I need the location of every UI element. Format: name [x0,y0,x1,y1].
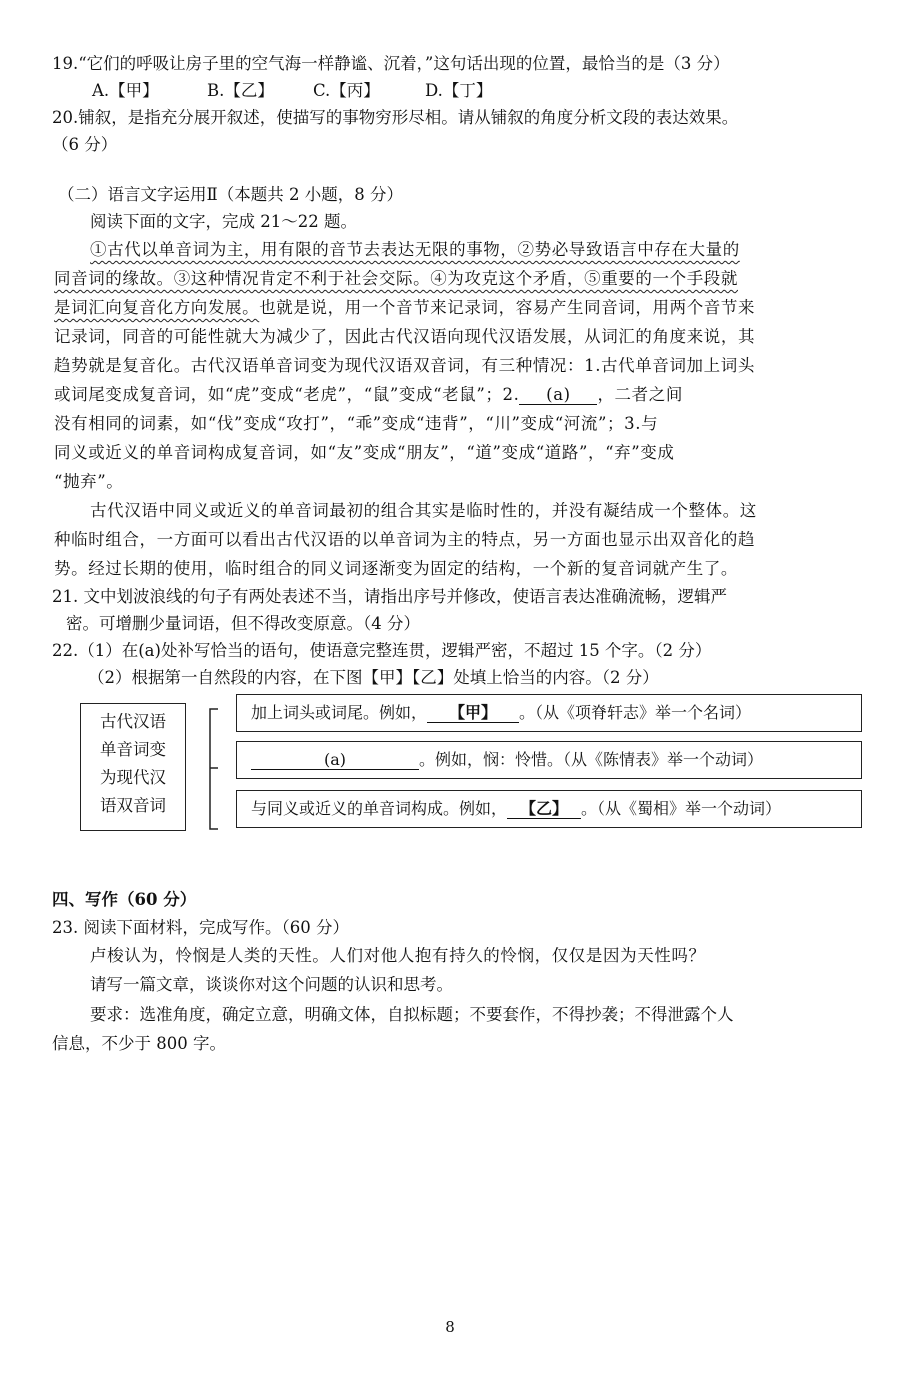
wavy-sentence-part1: ①古代以单音词为主，用有限的音节去表达无限的事物，②势必导致语言中存在大量的 [90,240,740,259]
q20-stem-line2: （6 分） [52,135,118,154]
passage-line-6-a: 或词尾变成复音词，如“虎”变成“老虎”，“鼠”变成“老鼠”；2. [54,385,520,404]
passage-line-1 [90,238,740,262]
diagram-left-box [80,703,186,831]
diagram-box1-post: 。（从《项脊轩志》举一个名词） [519,703,752,722]
q23-stem: 23. 阅读下面材料，完成写作。（60 分） [52,918,349,937]
q23-requirements-line2: 信息，不少于 800 字。 [52,1034,226,1053]
q21-line1: 21. 文中划波浪线的句子有两处表述不当，请指出序号并修改，使语言表达准确流畅，逻辑严 [52,587,727,606]
diagram-box-2 [236,741,862,779]
passage2-line-2: 种临时组合，一方面可以看出古代汉语的以单音词为主的特点，另一方面也显示出双音化的趋 [54,530,756,549]
q19-stem: 19.“它们的呼吸让房子里的空气海一样静谧、沉着，”这句话出现的位置，最恰当的是（3 分） [52,54,730,73]
diagram-box-1 [236,694,862,732]
section2-instruction: 阅读下面的文字，完成 21～22 题。 [90,212,357,231]
blank-a-diagram: (a) [251,751,419,770]
q19-option-a: A.【甲】 [92,81,159,100]
q19-option-d: D.【丁】 [425,81,493,100]
diagram-box3-post: 。（从《蜀相》举一个动词） [581,799,782,818]
wavy-sentence-part3: 是词汇向复音化方向发展。 [54,298,260,317]
blank-yi: 【乙】 [507,800,581,819]
passage-line-3-rest: 也就是说，用一个音节来记录词，容易产生同音词，用两个音节来 [259,298,756,317]
passage-line-2 [54,267,738,291]
q20-stem-line1: 20.铺叙，是指充分展开叙述，使描写的事物穷形尽相。请从铺叙的角度分析文段的表达效果。 [52,108,739,127]
passage-line-3 [54,296,755,320]
passage-line-8: 同义或近义的单音词构成复音词，如“友”变成“朋友”，“道”变成“道路”，“弃”变成 [54,443,675,462]
diagram-left-line-3: 为现代汉 [100,768,166,787]
diagram-box1-pre: 加上词头或词尾。例如， [251,703,428,722]
passage2-line-1: 古代汉语中同义或近义的单音词最初的组合其实是临时性的，并没有凝结成一个整体。这 [90,501,757,520]
q22-line2: （2）根据第一自然段的内容，在下图【甲】【乙】处填上恰当的内容。（2 分） [88,668,659,687]
q19-option-b: B.【乙】 [207,81,274,100]
section4-header: 四、写作（60 分） [52,890,197,909]
wavy-sentence-part2: 同音词的缘故。③这种情况肯定不利于社会交际。④为攻克这个矛盾，⑤重要的一个手段就 [54,269,738,288]
diagram-left-line-1: 古代汉语 [100,712,166,731]
page-number: 8 [445,1318,455,1336]
diagram-box2-post: 。例如，悯：怜惜。（从《陈情表》举一个动词） [419,750,764,769]
q23-task: 请写一篇文章，谈谈你对这个问题的认识和思考。 [90,975,453,994]
section2-header: （二）语言文字运用Ⅱ（本题共 2 小题，8 分） [58,185,403,204]
diagram-left-line-2: 单音词变 [100,740,166,759]
passage-line-9: “抛弃”。 [54,472,124,491]
q23-material: 卢梭认为，怜悯是人类的天性。人们对他人抱有持久的怜悯，仅仅是因为天性吗？ [90,946,706,965]
passage-line-7: 没有相同的词素，如“伐”变成“攻打”，“乖”变成“违背”，“川”变成“河流”；3.与 [54,414,659,433]
q22-line1: 22.（1）在(a)处补写恰当的语句，使语意完整连贯，逻辑严密，不超过 15 个字。（2 分） [52,641,712,660]
passage-line-6-b: ，二者之间 [597,385,683,404]
q19-option-c: C.【丙】 [313,81,380,100]
passage-line-5: 趋势就是复音化。古代汉语单音词变为现代汉语双音词，有三种情况：1.古代单音词加上词头 [54,356,755,375]
diagram-box3-pre: 与同义或近义的单音词构成。例如， [251,799,508,818]
diagram-box-3 [236,790,862,828]
passage-line-6 [54,383,683,407]
blank-a: (a) [519,386,597,405]
q23-requirements-line1: 要求：选准角度，确定立意，明确文体，自拟标题；不要套作，不得抄袭；不得泄露个人 [90,1005,734,1024]
q21-line2: 密。可增删少量词语，但不得改变原意。（4 分） [66,614,420,633]
passage2-line-3: 势。经过长期的使用，临时组合的同义词逐渐变为固定的结构，一个新的复音词就产生了。 [54,559,738,578]
blank-jia: 【甲】 [427,704,519,723]
passage-line-4: 记录词，同音的可能性就大为减少了，因此古代汉语向现代汉语发展，从词汇的角度来说，其 [54,327,756,346]
diagram-bracket [206,708,220,830]
diagram-left-line-4: 语双音词 [100,796,166,815]
